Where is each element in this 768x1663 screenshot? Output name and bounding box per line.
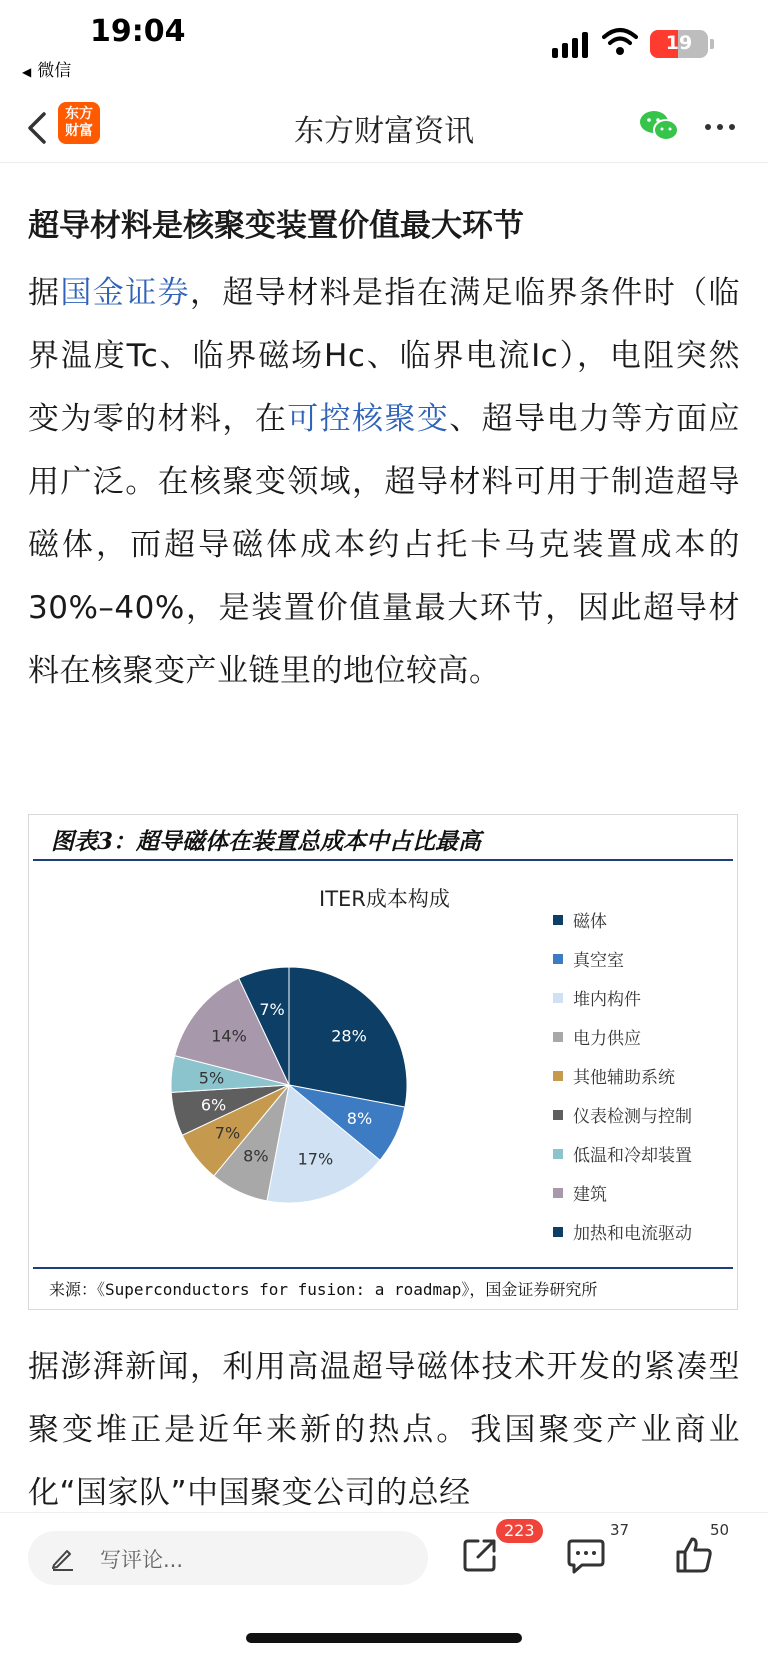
battery-icon — [650, 30, 708, 58]
figure-divider-top — [33, 859, 733, 861]
legend-swatch — [553, 993, 563, 1003]
back-app-label: 微信 — [37, 61, 72, 81]
article-paragraph-1 — [28, 262, 740, 703]
logo-line-1: 东方 — [65, 106, 93, 122]
section-heading: 超导材料是核聚变装置价值最大环节 — [28, 208, 524, 244]
figure-source: 来源：《Superconductors for fusion: a roadmap》，国金证券研究所 — [49, 1280, 598, 1299]
share-icon[interactable] — [460, 1535, 500, 1575]
legend-swatch — [553, 1149, 563, 1159]
pie-slice-label: 7% — [214, 1123, 241, 1143]
legend-label: 建筑 — [573, 1185, 607, 1205]
legend-label: 电力供应 — [573, 1029, 641, 1049]
chart-figure[interactable] — [28, 814, 738, 1310]
legend-label: 其他辅助系统 — [573, 1068, 675, 1088]
legend-label: 堆内构件 — [573, 990, 641, 1010]
status-time: 19:04 — [90, 14, 186, 49]
back-to-app-link[interactable] — [22, 56, 71, 81]
status-bar — [0, 0, 768, 92]
page-title: 东方财富资讯 — [294, 114, 474, 149]
pie-chart — [149, 945, 429, 1225]
legend-label: 真空室 — [573, 951, 624, 971]
logo-line-2: 财富 — [65, 123, 93, 139]
figure-divider-bottom — [33, 1267, 733, 1269]
article-paragraph-2: 据澎湃新闻，利用高温超导磁体技术开发的紧凑型聚变堆正是近年来新的热点。我国聚变产业商业化“国家队”中国聚变公司的总经 — [28, 1349, 740, 1511]
legend-swatch — [553, 915, 563, 925]
pie-slice-label: 6% — [200, 1095, 227, 1115]
article-body-continued — [28, 1336, 740, 1525]
cellular-signal-icon — [552, 30, 592, 58]
topic-link-fusion[interactable]: 可控核聚变 — [287, 401, 450, 437]
legend-swatch — [553, 1188, 563, 1198]
wifi-icon — [602, 26, 638, 56]
pie-slice-label: 28% — [331, 1026, 367, 1046]
stock-link-guojin[interactable]: 国金证券 — [60, 275, 191, 311]
legend-swatch — [553, 954, 563, 964]
paragraph-text: 、超导电力等方面应用广泛。在核聚变领域，超导材料可用于制造超导磁体，而超导磁体成本约占托卡马克装置成本的30%–40%，是装置价值量最大环节，因此超导材料在核聚变产业链里的地位较高。 — [28, 401, 741, 689]
battery-nub — [710, 39, 714, 49]
comment-placeholder: 写评论... — [100, 1548, 184, 1572]
paragraph-text: 据 — [28, 275, 61, 311]
wechat-share-icon[interactable] — [638, 108, 680, 144]
paragraph-text: ，超导材料是指在满足临界条件时（临界温度Tc、临界磁场Hc、临界电流Ic），电阻突然变为零的材料，在 — [28, 275, 741, 437]
nav-bar — [0, 92, 768, 163]
pie-slice-label: 17% — [297, 1149, 334, 1169]
legend-label: 加热和电流驱动 — [573, 1224, 692, 1244]
battery-level: 19 — [665, 32, 693, 54]
comment-icon[interactable] — [566, 1537, 606, 1575]
comment-input[interactable] — [28, 1531, 428, 1585]
legend-swatch — [553, 1227, 563, 1237]
legend-swatch — [553, 1071, 563, 1081]
like-count: 50 — [710, 1521, 730, 1539]
pen-icon — [50, 1545, 76, 1571]
pie-slice-label: 8% — [346, 1109, 373, 1129]
pie-slice-label: 8% — [243, 1146, 269, 1166]
figure-title: 图表3：超导磁体在装置总成本中占比最高 — [51, 828, 482, 855]
back-triangle-icon: ◀ — [22, 65, 32, 79]
legend-label: 低温和冷却装置 — [573, 1146, 692, 1166]
share-count-badge: 223 — [496, 1519, 543, 1543]
thumbs-up-icon[interactable] — [674, 1535, 714, 1575]
comment-count: 37 — [610, 1521, 630, 1539]
home-indicator — [246, 1633, 522, 1643]
bottom-action-bar — [0, 1512, 768, 1663]
legend-label: 磁体 — [573, 912, 607, 932]
legend-label: 仪表检测与控制 — [573, 1107, 692, 1127]
chart-title: ITER成本构成 — [319, 887, 450, 911]
legend-swatch — [553, 1032, 563, 1042]
pie-slice-label: 5% — [198, 1068, 225, 1088]
article-body — [28, 162, 740, 703]
more-options-icon[interactable] — [705, 124, 737, 132]
pie-slice-label: 14% — [211, 1026, 247, 1046]
pie-slice-label: 7% — [259, 999, 285, 1019]
legend-swatch — [553, 1110, 563, 1120]
